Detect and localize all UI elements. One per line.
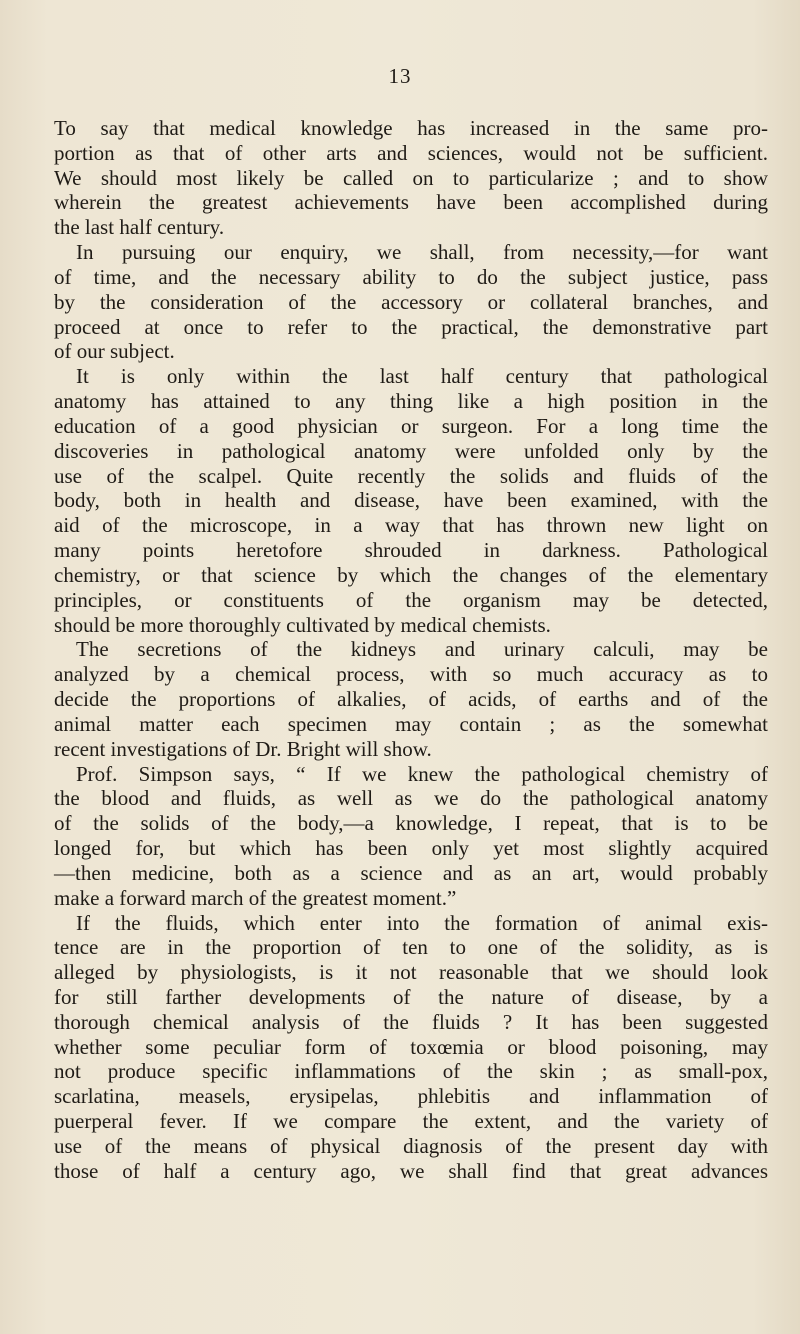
text-line: of the solids of the body,—a knowledge, I repeat, that is to be xyxy=(54,811,768,836)
text-line: use of the scalpel. Quite recently the solids and fluids of the xyxy=(54,463,768,488)
text-line: wherein the greatest achievements have been accomplished during xyxy=(54,190,768,215)
text-line: many points heretofore shrouded in darkness. Pathological xyxy=(54,538,768,563)
text-line: In pursuing our enquiry, we shall, from necessity,—for want xyxy=(76,240,768,265)
body-text xyxy=(54,116,768,1184)
text-line: of time, and the necessary ability to do the subject justice, pass xyxy=(54,264,768,289)
text-line: Prof. Simpson says, “ If we knew the pathological chemistry of xyxy=(76,761,768,786)
text-line: the blood and fluids, as well as we do the pathological anatomy xyxy=(54,786,768,811)
text-line: whether some peculiar form of toxœmia or blood poisoning, may xyxy=(54,1034,768,1059)
text-line: discoveries in pathological anatomy were unfolded only by the xyxy=(54,438,768,463)
text-line: To say that medical knowledge has increased in the same pro- xyxy=(54,116,768,140)
text-line: of our subject. xyxy=(54,339,175,364)
text-line: animal matter each specimen may contain ; as the somewhat xyxy=(54,711,768,736)
text-line: not produce specific inflammations of the skin ; as small-pox, xyxy=(54,1059,768,1084)
text-line: analyzed by a chemical process, with so much accuracy as to xyxy=(54,662,768,687)
text-line: use of the means of physical diagnosis of the present day with xyxy=(54,1133,768,1158)
text-line: recent investigations of Dr. Bright will show. xyxy=(54,736,432,761)
page-number: 13 xyxy=(388,64,412,88)
text-line: body, both in health and disease, have been examined, with the xyxy=(54,488,768,513)
text-line: for still farther developments of the nature of disease, by a xyxy=(54,984,768,1009)
text-line: should be more thoroughly cultivated by medical chemists. xyxy=(54,612,551,637)
text-line: longed for, but which has been only yet most slightly acquired xyxy=(54,836,768,861)
text-line: If the fluids, which enter into the formation of animal exis- xyxy=(76,910,768,935)
text-line: decide the proportions of alkalies, of acids, of earths and of the xyxy=(54,687,768,712)
text-line: puerperal fever. If we compare the extent, and the variety of xyxy=(54,1109,768,1134)
text-line: scarlatina, measels, erysipelas, phlebitis and inflammation of xyxy=(54,1084,768,1109)
text-line: make a forward march of the greatest moment.” xyxy=(54,885,457,910)
text-line: those of half a century ago, we shall find that great advances xyxy=(54,1158,768,1183)
text-line: the last half century. xyxy=(54,215,225,240)
text-line: tence are in the proportion of ten to one of the solidity, as is xyxy=(54,935,768,960)
text-line: aid of the microscope, in a way that has thrown new light on xyxy=(54,513,768,538)
text-line: proceed at once to refer to the practical, the demonstrative part xyxy=(54,314,768,339)
text-line: chemistry, or that science by which the changes of the elementary xyxy=(54,562,768,587)
text-line: The secretions of the kidneys and urinary calculi, may be xyxy=(76,637,768,662)
text-line: —then medicine, both as a science and as an art, would probably xyxy=(54,860,768,885)
text-line: portion as that of other arts and sciences, would not be sufficient. xyxy=(54,140,768,165)
text-line: It is only within the last half century that pathological xyxy=(76,364,768,389)
text-line: education of a good physician or surgeon. For a long time the xyxy=(54,413,768,438)
text-line: thorough chemical analysis of the fluids ? It has been suggested xyxy=(54,1009,768,1034)
text-line: by the consideration of the accessory or collateral branches, and xyxy=(54,289,768,314)
text-line: We should most likely be called on to particularize ; and to show xyxy=(54,165,768,190)
text-line: principles, or constituents of the organism may be detected, xyxy=(54,587,768,612)
text-line: alleged by physiologists, is it not reasonable that we should look xyxy=(54,960,768,985)
text-line: anatomy has attained to any thing like a high position in the xyxy=(54,389,768,414)
